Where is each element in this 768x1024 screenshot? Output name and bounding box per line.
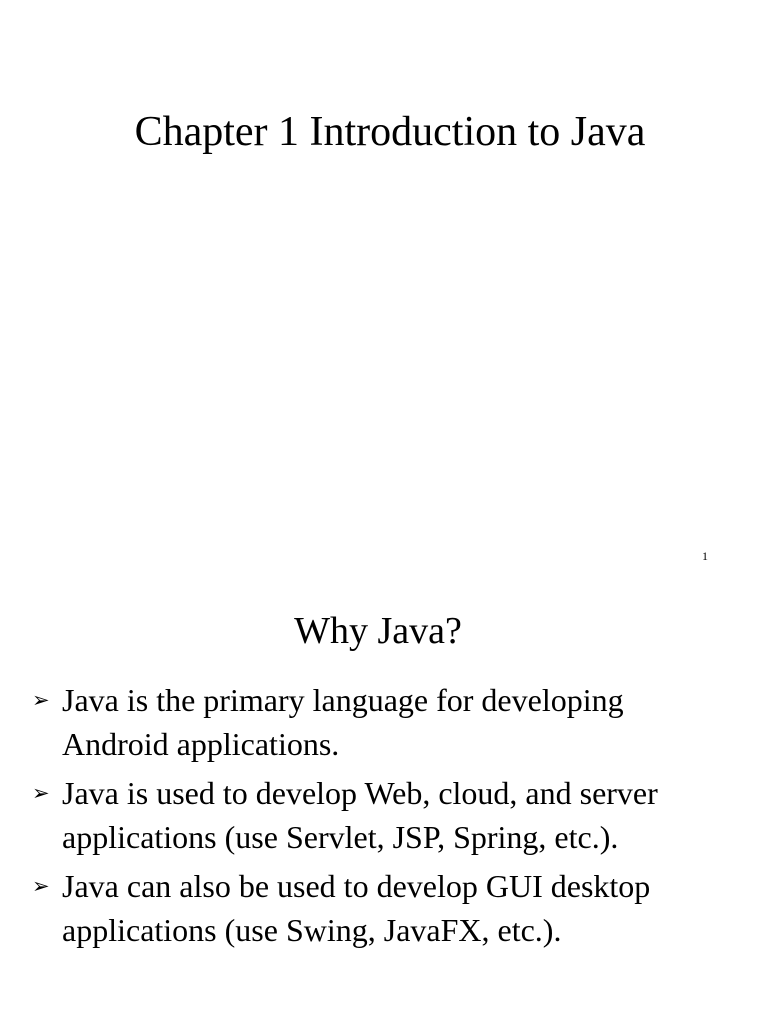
bullet-item <box>32 864 722 952</box>
arrowhead-bullet-icon: ➢ <box>32 874 50 898</box>
bullet-item <box>32 678 722 766</box>
arrowhead-bullet-icon: ➢ <box>32 688 50 712</box>
slide-title: Chapter 1 Introduction to Java <box>134 109 646 155</box>
bullet-item <box>32 771 722 859</box>
page-number: 1 <box>702 549 708 563</box>
arrowhead-bullet-icon: ➢ <box>32 781 50 805</box>
slide-2 <box>0 576 768 1024</box>
bullet-text: Java is used to develop Web, cloud, and server applications (use Servlet, JSP, Spring, etc.). <box>62 775 658 855</box>
slide-title: Why Java? <box>294 610 462 652</box>
bullet-text: Java can also be used to develop GUI desktop applications (use Swing, JavaFX, etc.). <box>62 868 651 948</box>
bullet-text: Java is the primary language for developing Android applications. <box>62 682 624 762</box>
bullet-list <box>32 678 722 957</box>
